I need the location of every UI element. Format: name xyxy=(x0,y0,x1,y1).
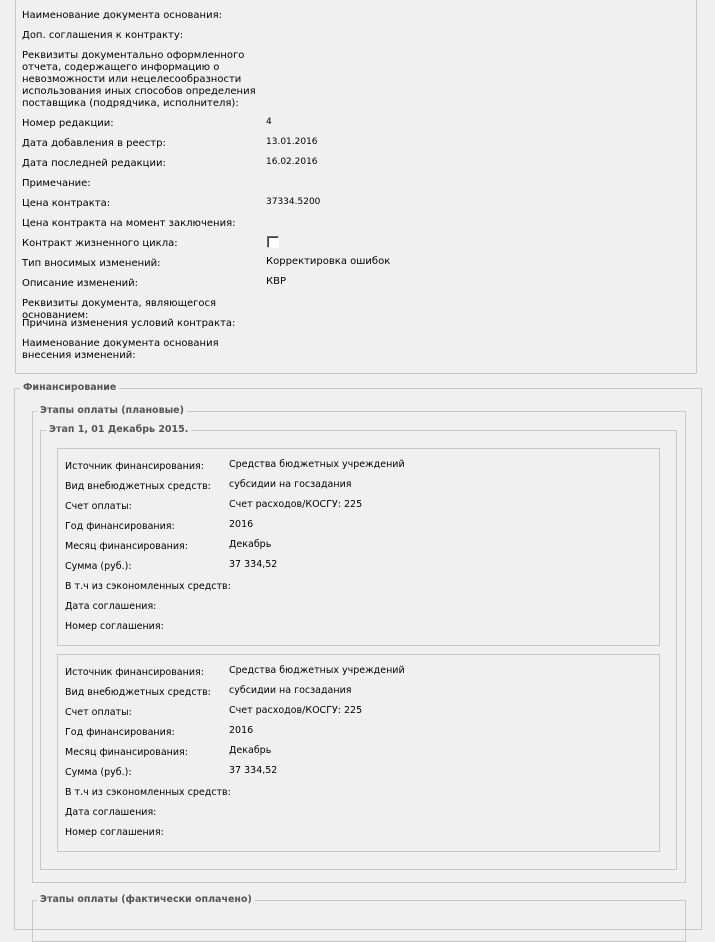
label-change-basis-document: Наименование документа основания внесения изменений: xyxy=(22,338,219,361)
label-report-requisites: Реквизиты документально оформленного отчета, содержащего информацию о невозможности или нецелесообразности использования иных способов определения поставщика (подрядчика, исполнителя): xyxy=(22,50,256,109)
value-change-type: Корректировка ошибок xyxy=(266,256,391,267)
card-label-agreement-date: Дата соглашения: xyxy=(65,807,157,818)
card-label-year: Год финансирования: xyxy=(65,521,175,532)
label-change-reason: Причина изменения условий контракта: xyxy=(22,318,236,329)
card-label-savings: В т.ч из сэкономленных средств: xyxy=(65,581,231,592)
card-value-account: Счет расходов/КОСГУ: 225 xyxy=(229,499,363,510)
card-value-extra-budget: субсидии на госзадания xyxy=(229,479,352,490)
card-label-year: Год финансирования: xyxy=(65,727,175,738)
label-basis-requisites: Реквизиты документа, являющегося основанием: xyxy=(22,298,217,321)
card-label-agreement-number: Номер соглашения: xyxy=(65,827,164,838)
label-basis-document: Наименование документа основания: xyxy=(22,10,222,21)
label-additional-agreements: Доп. соглашения к контракту: xyxy=(22,30,184,41)
label-last-revision-date: Дата последней редакции: xyxy=(22,158,166,169)
financing-legend: Финансирование xyxy=(20,382,119,394)
card-label-account: Счет оплаты: xyxy=(65,501,132,512)
label-price-at-conclusion: Цена контракта на момент заключения: xyxy=(22,218,236,229)
card-value-account: Счет расходов/КОСГУ: 225 xyxy=(229,705,363,716)
label-date-added: Дата добавления в реестр: xyxy=(22,138,166,149)
value-date-added: 13.01.2016 xyxy=(266,137,318,147)
card-value-year: 2016 xyxy=(229,519,254,530)
card-value-year: 2016 xyxy=(229,725,254,736)
value-last-revision-date: 16.02.2016 xyxy=(266,157,318,167)
card-value-source: Средства бюджетных учреждений xyxy=(229,459,405,470)
actual-stages-legend: Этапы оплаты (фактически оплачено) xyxy=(37,894,255,906)
card-label-month: Месяц финансирования: xyxy=(65,541,188,552)
card-label-amount: Сумма (руб.): xyxy=(65,767,132,778)
actual-stages-fieldset xyxy=(32,900,686,942)
card-label-extra-budget: Вид внебюджетных средств: xyxy=(65,687,211,698)
card-label-source: Источник финансирования: xyxy=(65,461,204,472)
label-change-description: Описание изменений: xyxy=(22,278,139,289)
card-label-month: Месяц финансирования: xyxy=(65,747,188,758)
payment-card xyxy=(57,654,660,852)
card-label-account: Счет оплаты: xyxy=(65,707,132,718)
label-change-type: Тип вносимых изменений: xyxy=(22,258,161,269)
value-contract-price: 37334.5200 xyxy=(266,197,321,207)
life-cycle-checkbox[interactable] xyxy=(267,236,279,248)
card-label-agreement-number: Номер соглашения: xyxy=(65,621,164,632)
card-value-extra-budget: субсидии на госзадания xyxy=(229,685,352,696)
value-revision-number: 4 xyxy=(266,117,272,127)
card-value-month: Декабрь xyxy=(229,745,272,756)
card-label-savings: В т.ч из сэкономленных средств: xyxy=(65,787,231,798)
planned-stages-legend: Этапы оплаты (плановые) xyxy=(37,405,187,417)
card-label-amount: Сумма (руб.): xyxy=(65,561,132,572)
card-value-amount: 37 334,52 xyxy=(229,559,278,570)
stage-legend: Этап 1, 01 Декабрь 2015. xyxy=(46,424,191,436)
value-change-description: КВР xyxy=(266,276,286,287)
label-contract-price: Цена контракта: xyxy=(22,198,111,209)
label-note: Примечание: xyxy=(22,178,91,189)
label-revision-number: Номер редакции: xyxy=(22,118,114,129)
card-label-source: Источник финансирования: xyxy=(65,667,204,678)
card-value-amount: 37 334,52 xyxy=(229,765,278,776)
label-life-cycle-contract: Контракт жизненного цикла: xyxy=(22,238,178,249)
card-label-agreement-date: Дата соглашения: xyxy=(65,601,157,612)
payment-card xyxy=(57,448,660,646)
card-value-source: Средства бюджетных учреждений xyxy=(229,665,405,676)
card-value-month: Декабрь xyxy=(229,539,272,550)
card-label-extra-budget: Вид внебюджетных средств: xyxy=(65,481,211,492)
